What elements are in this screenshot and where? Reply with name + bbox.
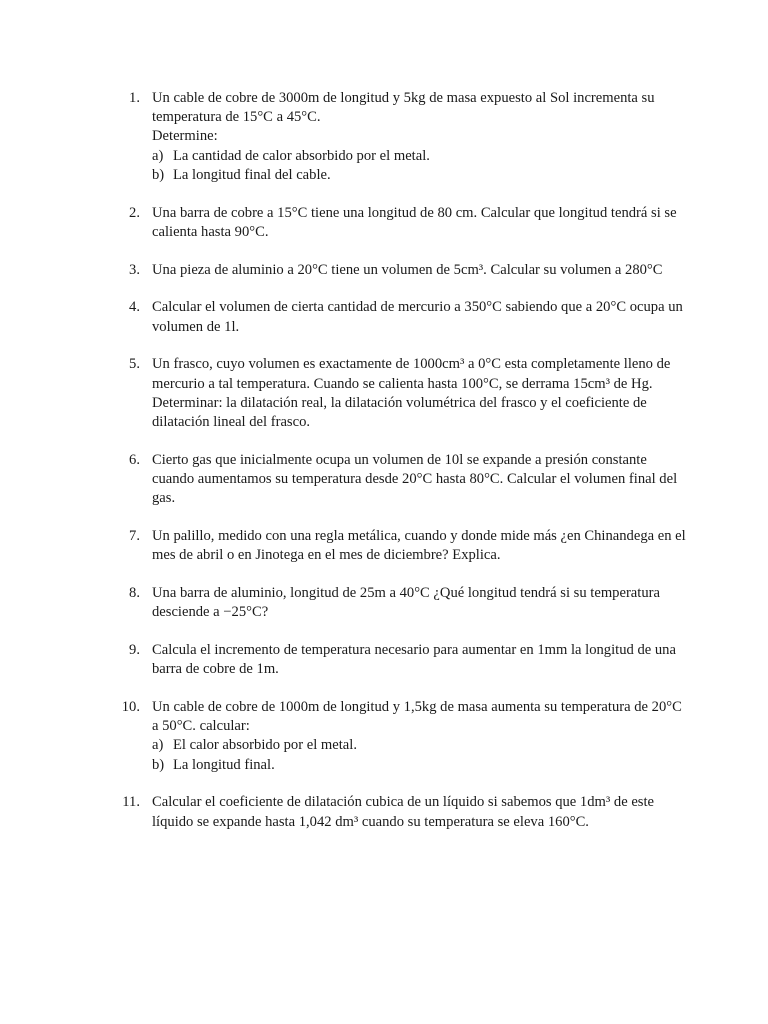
sub-question xyxy=(152,756,670,775)
problem-item xyxy=(110,261,670,280)
sub-question-letter: b) xyxy=(152,166,165,183)
problem-number: 2. xyxy=(129,204,140,221)
problem-number: 7. xyxy=(129,528,140,545)
problem-item xyxy=(110,298,683,336)
problem-list xyxy=(110,89,686,850)
sub-question xyxy=(152,166,670,185)
problem-text-line: barra de cobre de 1m. xyxy=(152,661,279,678)
problem-text-line: líquido se expande hasta 1,042 dm³ cuando su temperatura se eleva 160°C. xyxy=(152,813,589,830)
problem-text-line: calienta hasta 90°C. xyxy=(152,223,269,240)
problem-text-line: Un palillo, medido con una regla metálica, cuando y donde mide más ¿en Chinandega en el xyxy=(152,528,686,545)
problem-text-line: Una barra de aluminio, longitud de 25m a 40°C ¿Qué longitud tendrá si su temperatura xyxy=(152,585,660,602)
problem-number: 8. xyxy=(129,585,140,602)
problem-number: 11. xyxy=(122,794,140,811)
problem-text-line: Una barra de cobre a 15°C tiene una longitud de 80 cm. Calcular que longitud tendrá si se xyxy=(152,204,677,221)
problem-text-line: cuando aumentamos su temperatura desde 20°C hasta 80°C. Calcular el volumen final del xyxy=(152,471,678,488)
problem-text-line: Determine: xyxy=(152,128,218,145)
problem-number: 6. xyxy=(129,451,140,468)
problem-item xyxy=(110,793,670,831)
problem-number: 5. xyxy=(129,356,140,373)
problem-item xyxy=(110,355,670,432)
problem-number: 9. xyxy=(129,642,140,659)
problem-number: 4. xyxy=(129,299,140,316)
problem-text-line: mes de abril o en Jinotega en el mes de diciembre? Explica. xyxy=(152,547,501,564)
problem-item xyxy=(110,89,670,185)
problem-item xyxy=(110,698,682,775)
problem-number: 1. xyxy=(129,90,140,106)
problem-number: 10. xyxy=(121,699,140,716)
problem-text-line: volumen de 1l. xyxy=(152,318,240,335)
sub-question xyxy=(152,736,670,755)
problem-text-line: dilatación lineal del frasco. xyxy=(152,414,311,431)
sub-question-text: La longitud final del cable. xyxy=(173,166,331,183)
problem-item xyxy=(110,204,677,242)
sub-question-text: El calor absorbido por el metal. xyxy=(173,737,357,754)
problem-text-line: Un cable de cobre de 1000m de longitud y 1,5kg de masa aumenta su temperatura de 20°C xyxy=(152,699,682,716)
problem-text-line: Calcula el incremento de temperatura necesario para aumentar en 1mm la longitud de una xyxy=(152,642,676,659)
sub-question-letter: a) xyxy=(152,147,164,164)
problem-text-line: gas. xyxy=(152,490,176,507)
problem-text-line: a 50°C. calcular: xyxy=(152,718,250,735)
problem-text-line: mercurio a tal temperatura. Cuando se calienta hasta 100°C, se derrama 15cm³ de Hg. xyxy=(152,375,653,392)
problem-text-line: Calcular el volumen de cierta cantidad de mercurio a 350°C sabiendo que a 20°C ocupa un xyxy=(152,299,683,316)
problem-item xyxy=(110,641,676,679)
problem-item xyxy=(110,527,686,565)
problem-item xyxy=(110,451,678,509)
sub-question-text: La cantidad de calor absorbido por el metal. xyxy=(173,147,430,164)
sub-question-letter: a) xyxy=(152,737,164,754)
sub-question-letter: b) xyxy=(152,756,165,773)
problem-number: 3. xyxy=(129,261,140,278)
problem-text-line: desciende a −25°C? xyxy=(152,604,269,621)
problem-text-line: Calcular el coeficiente de dilatación cubica de un líquido si sabemos que 1dm³ de este xyxy=(152,794,655,811)
sub-question-text: La longitud final. xyxy=(173,756,275,773)
problem-text-line: Cierto gas que inicialmente ocupa un volumen de 10l se expande a presión constante xyxy=(152,451,647,468)
problem-text-line: Un frasco, cuyo volumen es exactamente de 1000cm³ a 0°C esta completamente lleno de xyxy=(152,356,671,373)
problem-item xyxy=(110,584,670,622)
problem-text-line: Una pieza de aluminio a 20°C tiene un volumen de 5cm³. Calcular su volumen a 280°C xyxy=(152,261,663,278)
problem-text-line: temperatura de 15°C a 45°C. xyxy=(152,109,321,126)
sub-question xyxy=(152,147,670,166)
problem-text-line: Un cable de cobre de 3000m de longitud y 5kg de masa expuesto al Sol incrementa su xyxy=(152,90,655,106)
problem-text-line: Determinar: la dilatación real, la dilatación volumétrica del frasco y el coeficiente de xyxy=(152,394,647,411)
